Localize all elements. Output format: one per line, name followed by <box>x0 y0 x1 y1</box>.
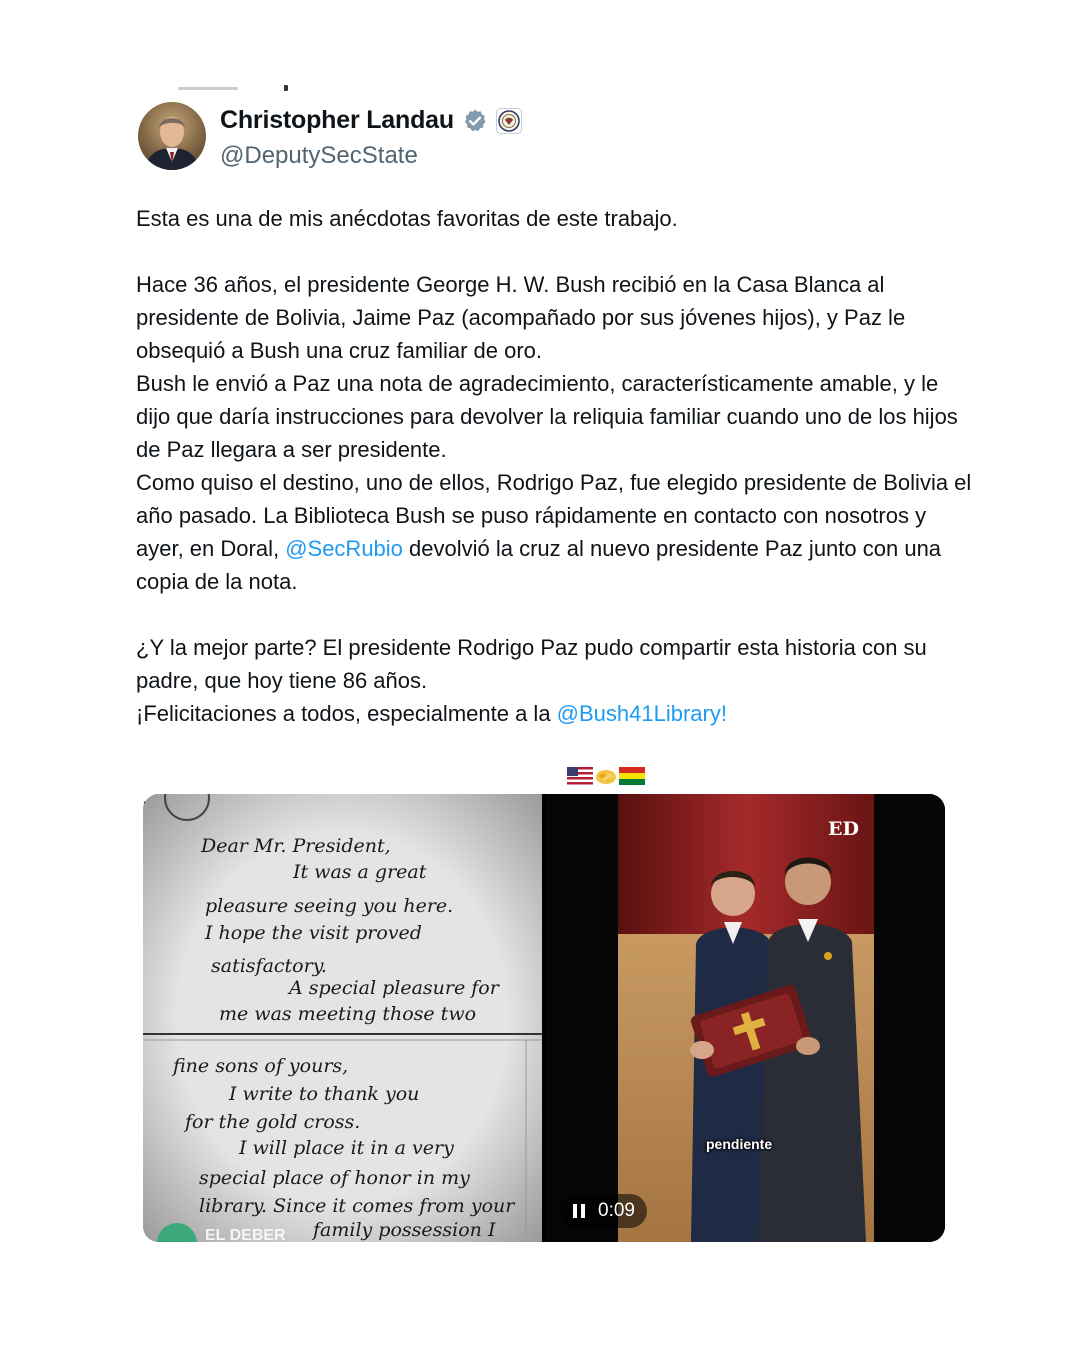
letter-line: family possession I <box>313 1219 496 1241</box>
mention-bush41library-link[interactable]: @Bush41Library! <box>556 701 727 726</box>
cropped-header-fragment <box>178 84 298 92</box>
letter-line: It was a great <box>293 861 427 883</box>
verified-badge-icon[interactable] <box>462 108 488 134</box>
video-player[interactable] <box>546 794 945 1242</box>
tweet-paragraph-3: Bush le envió a Paz una nota de agradecimiento, característicamente amable, y le dijo que daría instrucciones para devolver la reliquia familiar cuando uno de los hijos de Paz llegara a ser presidente. <box>136 371 964 462</box>
source-name: EL DEBER <box>205 1227 286 1242</box>
letter-line: A special pleasure for <box>289 977 499 999</box>
bolivia-flag-icon <box>619 767 645 785</box>
letter-line: for the gold cross. <box>185 1111 361 1133</box>
video-source-overlay <box>157 1224 537 1242</box>
handshake-icon <box>596 770 616 784</box>
letter-image[interactable] <box>143 794 542 1242</box>
letter-line: I hope the visit proved <box>205 922 422 944</box>
tweet-paragraph-6: ¡Felicitaciones a todos, especialmente a la @Bush41Library! <box>136 701 727 726</box>
video-caption: pendiente <box>706 1136 773 1152</box>
us-flag-icon <box>567 767 593 785</box>
tweet-paragraph-4: Como quiso el destino, uno de ellos, Rodrigo Paz, fue elegido presidente de Bolivia el año pasado. La Biblioteca Bush se puso rápidamente en contacto con nosotros y ayer, en Doral, @SecRubio devolvió la cruz al nuevo presidente Paz junto con una copia de la nota. <box>136 470 978 594</box>
avatar[interactable] <box>138 102 206 170</box>
state-department-seal-icon[interactable] <box>496 108 522 134</box>
pause-icon[interactable] <box>572 1203 586 1219</box>
letter-line: pleasure seeing you here. <box>205 895 454 917</box>
letter-line: fine sons of yours, <box>173 1055 349 1077</box>
tweet-text <box>136 202 976 829</box>
source-logo <box>157 1223 197 1242</box>
letter-line: library. Since it comes from your <box>199 1195 515 1217</box>
letter-line: I will place it in a very <box>239 1137 454 1159</box>
video-timestamp: 0:09 <box>598 1200 635 1221</box>
display-name[interactable]: Christopher Landau <box>220 106 454 134</box>
letter-line: Dear Mr. President, <box>201 835 391 857</box>
letter-line: me was meeting those two <box>219 1003 477 1025</box>
tweet-header <box>138 102 838 174</box>
tweet-paragraph-1: Esta es una de mis anécdotas favoritas de este trabajo. <box>136 206 678 231</box>
mention-secrubio-link[interactable]: @SecRubio <box>285 536 403 561</box>
letter-line: I write to thank you <box>229 1083 420 1105</box>
tweet-paragraph-5: ¿Y la mejor parte? El presidente Rodrigo Paz pudo compartir esta historia con su padre, que hoy tiene 86 años. <box>136 635 933 693</box>
tweet-paragraph-2: Hace 36 años, el presidente George H. W. Bush recibió en la Casa Blanca al presidente de Bolivia, Jaime Paz (acompañado por sus jóvenes hijos), y Paz le obsequió a Bush una cruz familiar de oro. <box>136 272 912 363</box>
channel-logo: ED <box>828 818 859 840</box>
author-handle[interactable]: @DeputySecState <box>220 142 418 169</box>
letter-line: satisfactory. <box>211 955 327 977</box>
tweet-media[interactable] <box>143 794 945 1242</box>
letter-line: special place of honor in my <box>199 1167 470 1189</box>
player-controls[interactable] <box>560 1194 647 1228</box>
